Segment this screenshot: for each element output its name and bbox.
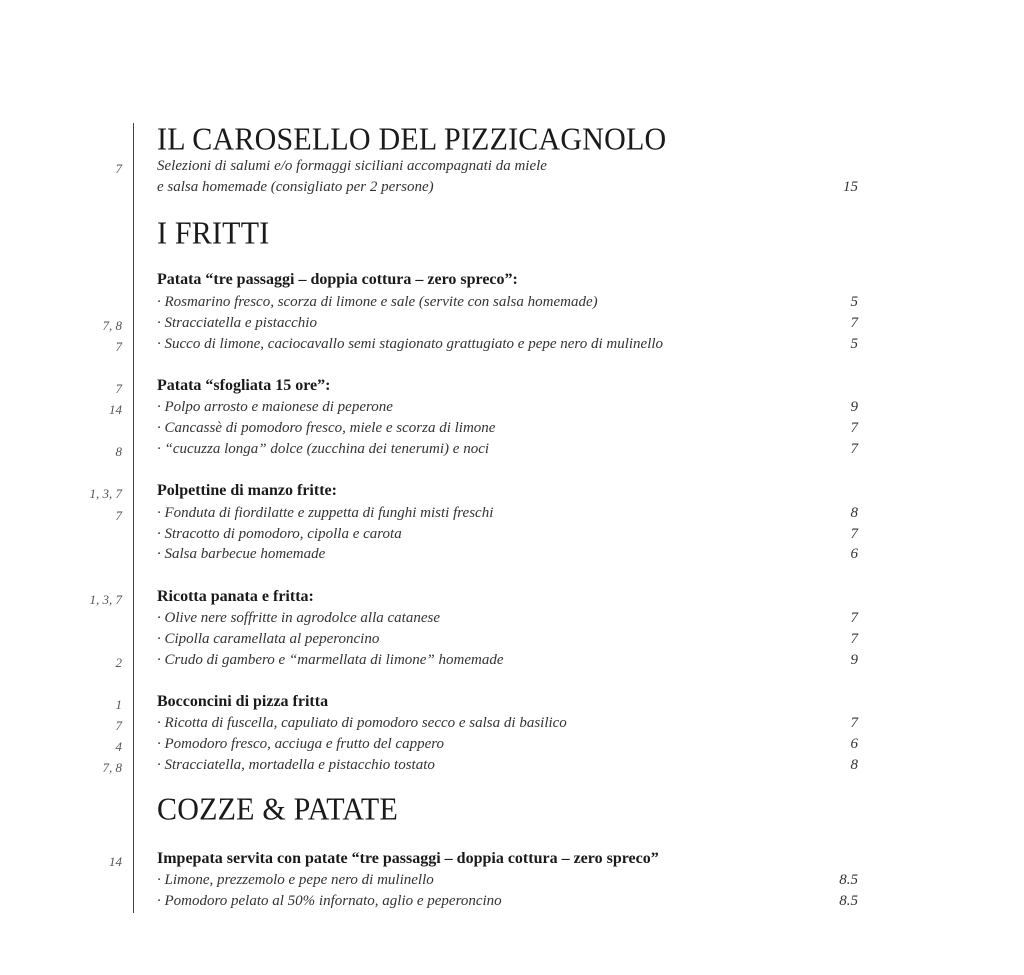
item-price: 7	[850, 631, 858, 647]
group-title: Polpettine di manzo fritte:	[157, 482, 337, 499]
item-price: 7	[850, 441, 858, 457]
allergen-codes: 7, 8	[102, 318, 122, 333]
item-price: 7	[850, 526, 858, 542]
item-text: · Fonduta di fiordilatte e zuppetta di funghi misti freschi	[157, 505, 494, 521]
allergen-codes: 14	[109, 854, 122, 869]
allergen-codes: 1, 3, 7	[89, 486, 122, 501]
item-price: 15	[843, 179, 858, 195]
item-text: · Salsa barbecue homemade	[157, 546, 326, 562]
allergen-codes: 7	[115, 381, 122, 396]
allergen-codes: 8	[115, 444, 122, 459]
allergen-codes: 1, 3, 7	[89, 592, 122, 607]
allergen-codes: 7, 8	[102, 760, 122, 775]
item-text: · Stracotto di pomodoro, cipolla e carota	[157, 526, 402, 542]
item-text: · Succo di limone, caciocavallo semi stagionato grattugiato e pepe nero di mulinello	[157, 336, 664, 352]
item-text: · Polpo arrosto e maionese di peperone	[157, 399, 393, 415]
group-title: Impepata servita con patate “tre passaggi – doppia cottura – zero spreco”	[157, 850, 659, 867]
item-price: 9	[850, 652, 858, 668]
item-price: 7	[850, 315, 858, 331]
item-price: 8	[850, 505, 858, 521]
item-price: 8.5	[839, 872, 858, 888]
allergen-codes: 14	[109, 402, 122, 417]
item-text: · “cucuzza longa” dolce (zucchina dei tenerumi) e noci	[157, 441, 490, 457]
item-text: · Cipolla caramellata al peperoncino	[157, 631, 380, 647]
item-price: 8	[850, 757, 858, 773]
allergen-codes: 1	[115, 697, 122, 712]
allergen-codes: 4	[115, 739, 122, 754]
group-title: Patata “sfogliata 15 ore”:	[157, 377, 331, 394]
item-text: · Pomodoro pelato al 50% infornato, aglio e peperoncino	[157, 893, 502, 909]
item-price: 6	[850, 736, 858, 752]
item-price: 6	[850, 546, 858, 562]
item-price: 7	[850, 610, 858, 626]
allergen-codes: 7	[115, 718, 122, 733]
item-text: · Rosmarino fresco, scorza di limone e sale (servite con salsa homemade)	[157, 294, 598, 310]
group-title: Bocconcini di pizza fritta	[157, 693, 329, 710]
item-text: · Olive nere soffritte in agrodolce alla catanese	[157, 610, 440, 626]
item-price: 5	[850, 294, 858, 310]
section-title: IL CAROSELLO DEL PIZZICAGNOLO	[157, 122, 667, 157]
allergen-codes: 7	[115, 508, 122, 523]
item-price: 8.5	[839, 893, 858, 909]
item-price: 5	[850, 336, 858, 352]
group-title: Patata “tre passaggi – doppia cottura – zero spreco”:	[157, 271, 518, 288]
vertical-divider	[133, 123, 134, 913]
section-title: I FRITTI	[157, 216, 270, 251]
description-text: e salsa homemade (consigliato per 2 persone)	[157, 179, 434, 195]
section-title: COZZE & PATATE	[157, 792, 398, 827]
item-text: · Stracciatella, mortadella e pistacchio tostato	[157, 757, 435, 773]
item-text: · Ricotta di fuscella, capuliato di pomodoro secco e salsa di basilico	[157, 715, 567, 731]
item-price: 7	[850, 715, 858, 731]
description-text: Selezioni di salumi e/o formaggi siciliani accompagnati da miele	[157, 158, 547, 174]
allergen-codes: 2	[115, 655, 122, 670]
item-text: · Stracciatella e pistacchio	[157, 315, 317, 331]
item-text: · Cancassè di pomodoro fresco, miele e scorza di limone	[157, 420, 496, 436]
item-text: · Limone, prezzemolo e pepe nero di mulinello	[157, 872, 434, 888]
allergen-codes: 7	[115, 161, 122, 176]
item-price: 9	[850, 399, 858, 415]
group-title: Ricotta panata e fritta:	[157, 588, 314, 605]
item-text: · Pomodoro fresco, acciuga e frutto del cappero	[157, 736, 445, 752]
allergen-codes: 7	[115, 339, 122, 354]
item-price: 7	[850, 420, 858, 436]
item-text: · Crudo di gambero e “marmellata di limone” homemade	[157, 652, 504, 668]
